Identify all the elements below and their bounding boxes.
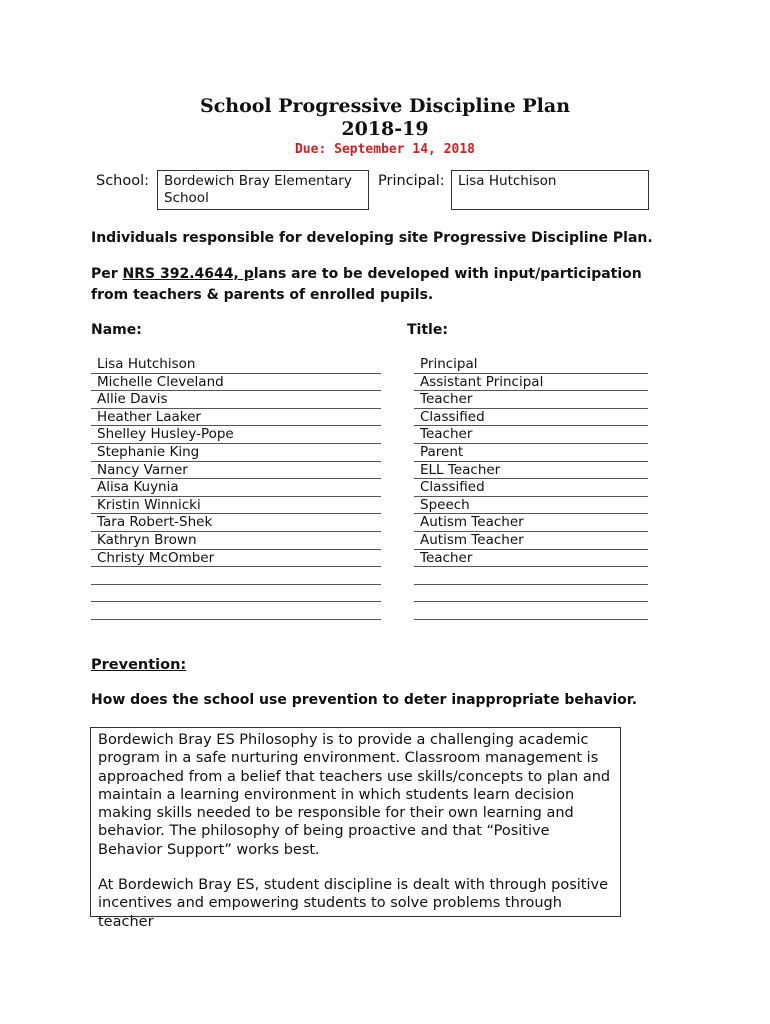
- school-label: School:: [96, 173, 150, 189]
- member-title[interactable]: [414, 567, 648, 585]
- member-title[interactable]: Teacher: [414, 550, 648, 568]
- member-name[interactable]: Kathryn Brown: [91, 532, 381, 550]
- due-date: Due: September 14, 2018: [294, 142, 475, 157]
- member-title[interactable]: Classified: [414, 479, 648, 497]
- member-title[interactable]: [414, 585, 648, 603]
- prevention-answer-box[interactable]: [90, 727, 621, 930]
- member-title[interactable]: Assistant Principal: [414, 374, 648, 392]
- prevention-paragraph: Bordewich Bray ES Philosophy is to provide a challenging academic program in a safe nurturing environment. Classroom management is approached from a belief that teachers use skills/concepts to plan and maintain a learning environment in which students learn decision making skills needed to be responsible for their own learning and behavior. The philosophy of being proactive and that “Positive Behavior Support” works best.: [98, 732, 611, 858]
- member-name[interactable]: [91, 567, 381, 585]
- title-column-header: Title:: [407, 322, 448, 338]
- prevention-heading: Prevention:: [91, 657, 187, 673]
- member-name[interactable]: Michelle Cleveland: [91, 374, 381, 392]
- member-name[interactable]: Kristin Winnicki: [91, 497, 381, 515]
- prevention-paragraph: At Bordewich Bray ES, student discipline is dealt with through positive incentives and empowering students to solve problems through teacher: [98, 877, 608, 930]
- member-name[interactable]: Heather Laaker: [91, 409, 381, 427]
- member-name[interactable]: [91, 585, 381, 603]
- member-name[interactable]: Stephanie King: [91, 444, 381, 462]
- nrs-reference: NRS 392.4644, p: [122, 266, 254, 282]
- member-title[interactable]: [414, 602, 648, 620]
- member-title[interactable]: Classified: [414, 409, 648, 427]
- name-column-header: Name:: [91, 322, 142, 338]
- member-title[interactable]: Autism Teacher: [414, 532, 648, 550]
- member-name[interactable]: Allie Davis: [91, 391, 381, 409]
- member-title[interactable]: Principal: [414, 356, 648, 374]
- member-name[interactable]: Shelley Husley-Pope: [91, 426, 381, 444]
- individuals-statement: Individuals responsible for developing site Progressive Discipline Plan.: [91, 230, 653, 246]
- principal-label: Principal:: [378, 173, 445, 189]
- nrs-statement: Per NRS 392.4644, plans are to be developed with input/participation from teachers & parents of enrolled pupils.: [91, 266, 642, 303]
- principal-field[interactable]: Lisa Hutchison: [451, 170, 649, 210]
- member-name[interactable]: Lisa Hutchison: [91, 356, 381, 374]
- member-title[interactable]: Speech: [414, 497, 648, 515]
- member-title[interactable]: Parent: [414, 444, 648, 462]
- member-name[interactable]: Tara Robert-Shek: [91, 514, 381, 532]
- document-title: School Progressive Discipline Plan: [199, 95, 571, 117]
- member-title[interactable]: Teacher: [414, 391, 648, 409]
- member-name[interactable]: [91, 602, 381, 620]
- member-title[interactable]: Teacher: [414, 426, 648, 444]
- member-title[interactable]: ELL Teacher: [414, 462, 648, 480]
- school-field[interactable]: Bordewich Bray Elementary School: [157, 170, 369, 210]
- member-name[interactable]: Alisa Kuynia: [91, 479, 381, 497]
- member-name[interactable]: Nancy Varner: [91, 462, 381, 480]
- school-year: 2018-19: [341, 118, 429, 140]
- member-title[interactable]: Autism Teacher: [414, 514, 648, 532]
- member-name[interactable]: Christy McOmber: [91, 550, 381, 568]
- prevention-question: How does the school use prevention to deter inappropriate behavior.: [91, 692, 638, 708]
